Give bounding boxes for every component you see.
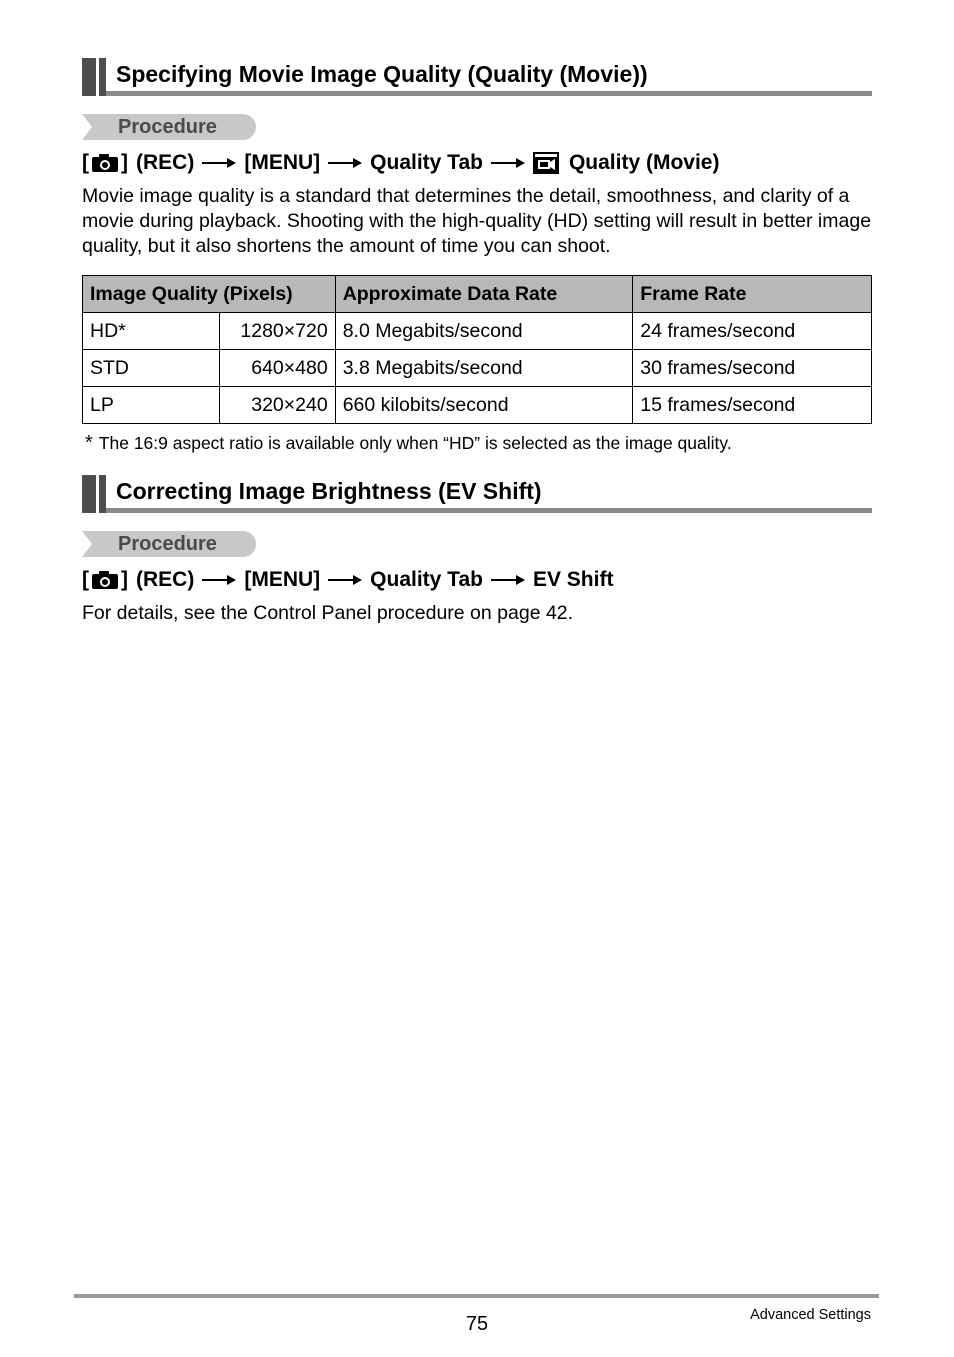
frame-rate-cell: 24 frames/second <box>633 313 872 350</box>
quality-cell: HD* <box>83 313 220 350</box>
arrow-icon <box>202 575 236 585</box>
procedure-notch <box>82 531 92 557</box>
data-rate-cell: 3.8 Megabits/second <box>335 350 633 387</box>
step-tab: Quality Tab <box>370 151 483 174</box>
footnote-text: The 16:9 aspect ratio is available only when “HD” is selected as the image quality. <box>98 433 732 453</box>
arrow-icon <box>202 158 236 168</box>
step-item: EV Shift <box>532 568 614 591</box>
arrow-icon <box>491 158 525 168</box>
heading-underline <box>106 508 872 513</box>
procedure-label: Procedure <box>118 116 217 138</box>
frame-rate-cell: 15 frames/second <box>633 387 872 424</box>
bracket-open: [ <box>82 151 89 174</box>
step-menu: [MENU] <box>244 151 321 174</box>
quality-cell: LP <box>83 387 220 424</box>
camera-icon <box>91 153 119 173</box>
quality-cell: STD <box>83 350 220 387</box>
heading-bar <box>82 475 96 513</box>
procedure-tag <box>82 114 256 140</box>
pixels-cell: 320×240 <box>219 387 335 424</box>
section-title: Specifying Movie Image Quality (Quality (Movie)) <box>116 61 648 87</box>
heading-bar <box>99 475 106 513</box>
table-header-cell: Frame Rate <box>633 276 872 313</box>
table-row <box>83 313 872 350</box>
footer-rule <box>74 1294 879 1298</box>
pixels-cell: 1280×720 <box>219 313 335 350</box>
bracket-close: ] <box>121 568 128 591</box>
heading-bar <box>99 58 106 96</box>
footnote <box>85 432 732 455</box>
bracket-open: [ <box>82 568 89 591</box>
details-paragraph: For details, see the Control Panel procedure on page 42. <box>82 602 574 624</box>
footer-section-name: Advanced Settings <box>750 1307 871 1323</box>
procedure-steps <box>82 566 613 594</box>
table-header-cell: Image Quality (Pixels) <box>83 276 336 313</box>
section-heading-ev-shift <box>82 475 872 513</box>
footnote-mark: * <box>85 432 93 454</box>
arrow-icon <box>491 575 525 585</box>
table-header-cell: Approximate Data Rate <box>335 276 633 313</box>
table-row <box>83 350 872 387</box>
data-rate-cell: 660 kilobits/second <box>335 387 633 424</box>
description-paragraph: Movie image quality is a standard that determines the detail, smoothness, and clarity of a movie during playback. Shooting with the high-quality (HD) setting will result in better image quality, but it also shortens the amount of time you can shoot. <box>82 185 872 257</box>
quality-table <box>82 275 872 424</box>
heading-underline <box>106 91 872 96</box>
table-header-row <box>83 276 872 313</box>
step-item: Quality (Movie) <box>568 151 720 174</box>
procedure-label: Procedure <box>118 533 217 555</box>
arrow-icon <box>328 575 362 585</box>
frame-rate-cell: 30 frames/second <box>633 350 872 387</box>
camera-icon <box>91 570 119 590</box>
procedure-notch <box>82 114 92 140</box>
movie-quality-icon <box>533 152 559 174</box>
procedure-tag <box>82 531 256 557</box>
section-title: Correcting Image Brightness (EV Shift) <box>116 478 542 504</box>
step-rec: (REC) <box>136 151 195 174</box>
pixels-cell: 640×480 <box>219 350 335 387</box>
table-row <box>83 387 872 424</box>
step-tab: Quality Tab <box>370 568 483 591</box>
procedure-steps <box>82 149 719 177</box>
data-rate-cell: 8.0 Megabits/second <box>335 313 633 350</box>
step-menu: [MENU] <box>244 568 321 591</box>
bracket-close: ] <box>121 151 128 174</box>
section-heading-quality-movie <box>82 58 872 96</box>
arrow-icon <box>328 158 362 168</box>
page-number: 75 <box>465 1313 489 1335</box>
heading-bar <box>82 58 96 96</box>
step-rec: (REC) <box>136 568 195 591</box>
